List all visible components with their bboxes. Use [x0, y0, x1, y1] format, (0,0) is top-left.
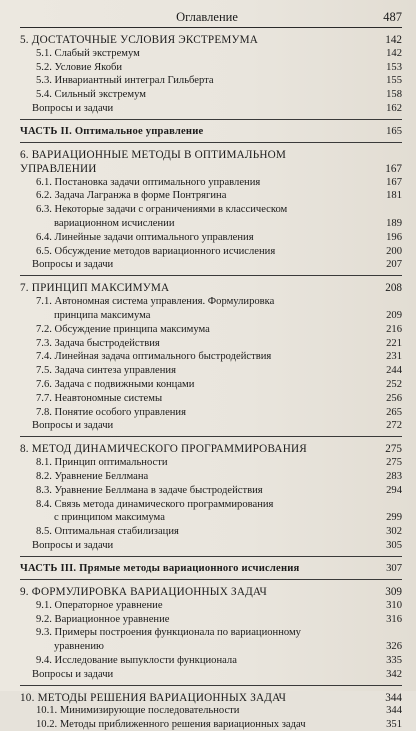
toc-entry-label: 8.3. Уравнение Беллмана в задаче быстродействия: [36, 484, 263, 496]
toc-entry-page: 294: [386, 484, 402, 496]
toc-entry-page: 231: [386, 351, 402, 363]
toc-chapter-entry: [20, 586, 402, 598]
toc-entry-label: 6.2. Задача Лагранжа в форме Понтрягина: [36, 190, 227, 202]
toc-entry-label: Вопросы и задачи: [32, 102, 114, 114]
toc-entry-label: 8.2. Уравнение Беллмана: [36, 470, 149, 482]
toc-entry-page: 189: [386, 217, 402, 229]
toc-entry-page: 165: [386, 125, 402, 137]
toc-section-entry: [20, 190, 402, 202]
toc-entry-continuation: [20, 218, 402, 230]
toc-section-entry: [20, 471, 402, 483]
page-header: [20, 0, 402, 28]
toc-chapter-entry: [20, 282, 402, 294]
section-divider: [20, 275, 402, 276]
toc-entry-page: 316: [386, 613, 402, 625]
toc-entry-label: 5.2. Условие Якоби: [36, 61, 123, 73]
toc-section-entry: [20, 627, 402, 639]
toc-entry-label: 5.4. Сильный экстремум: [36, 89, 146, 101]
toc-entry-label: 7. ПРИНЦИП МАКСИМУМА: [20, 282, 170, 295]
toc-entry-continuation: [20, 310, 402, 322]
toc-entry-label: 7.8. Понятие особого управления: [36, 406, 186, 418]
toc-part-label: [20, 563, 378, 575]
running-title: Оглавление: [176, 10, 238, 24]
toc-entry-label-cont: УПРАВЛЕНИИ: [20, 162, 97, 175]
toc-section-entry: [20, 246, 402, 258]
toc-questions-entry: [20, 420, 402, 432]
toc-section-entry: [20, 600, 402, 612]
section-divider: [20, 579, 402, 580]
section-divider: [20, 556, 402, 557]
toc-entry-label: 9.4. Исследование выпуклости функционала: [36, 654, 237, 666]
toc-entry-page: 207: [386, 259, 402, 271]
toc-entry-page: 344: [386, 705, 402, 717]
toc-section-entry: [20, 232, 402, 244]
toc-section-entry: [20, 379, 402, 391]
toc-part-number: ЧАСТЬ III.: [20, 562, 77, 574]
toc-entry-page: 351: [386, 719, 402, 731]
section-divider: [20, 119, 402, 120]
toc-entry-page: 142: [386, 47, 402, 59]
toc-entry-label: 9. ФОРМУЛИРОВКА ВАРИАЦИОННЫХ ЗАДАЧ: [20, 585, 267, 598]
toc-entry-page: 153: [386, 61, 402, 73]
toc-entry-page: 158: [386, 89, 402, 101]
toc-chapter-entry: [20, 692, 402, 704]
toc-questions-entry: [20, 540, 402, 552]
toc-entry-label: Вопросы и задачи: [32, 668, 114, 680]
section-divider: [20, 685, 402, 686]
section-divider: [20, 142, 402, 143]
toc-section-entry: [20, 89, 402, 101]
toc-questions-entry: [20, 103, 402, 115]
toc-entry-page: 275: [385, 443, 402, 456]
toc-entry-label-cont: с принципом максимума: [54, 512, 165, 524]
toc-entry-page: 310: [386, 599, 402, 611]
toc-chapter-entry: [20, 443, 402, 455]
toc-questions-entry: [20, 669, 402, 681]
toc-entry-label: 9.2. Вариационное уравнение: [36, 613, 170, 625]
table-of-contents: [20, 34, 402, 731]
toc-part-number: ЧАСТЬ II.: [20, 125, 72, 137]
toc-entry-page: 256: [386, 392, 402, 404]
toc-part-entry: [20, 563, 402, 575]
toc-section-entry: [20, 485, 402, 497]
toc-entry-label: 6.5. Обсуждение методов вариационного исчисления: [36, 245, 276, 257]
toc-entry-label: Вопросы и задачи: [32, 259, 114, 271]
toc-section-entry: [20, 393, 402, 405]
toc-entry-label: 8.4. Связь метода динамического программирования: [36, 498, 274, 510]
toc-part-label: [20, 126, 378, 138]
toc-entry-page: 342: [386, 668, 402, 680]
toc-entry-label: 10.1. Минимизирующие последовательности: [36, 705, 240, 717]
toc-section-entry: [20, 365, 402, 377]
toc-entry-page: 265: [386, 406, 402, 418]
toc-entry-page: 167: [386, 176, 402, 188]
toc-entry-label: 9.1. Операторное уравнение: [36, 599, 163, 611]
toc-section-entry: [20, 457, 402, 469]
toc-questions-entry: [20, 259, 402, 271]
toc-entry-label: 8. МЕТОД ДИНАМИЧЕСКОГО ПРОГРАММИРОВАНИЯ: [20, 443, 307, 456]
toc-entry-page: 326: [386, 641, 402, 653]
page-number: 487: [383, 10, 402, 24]
toc-entry-label: 5.1. Слабый экстремум: [36, 47, 140, 59]
toc-section-entry: [20, 351, 402, 363]
toc-entry-label: 7.6. Задача с подвижными концами: [36, 378, 195, 390]
toc-entry-page: 196: [386, 231, 402, 243]
toc-section-entry: [20, 48, 402, 60]
toc-section-entry: [20, 62, 402, 74]
toc-section-entry: [20, 338, 402, 350]
toc-section-entry: [20, 204, 402, 216]
toc-entry-page: 344: [385, 691, 402, 704]
toc-entry-page: 208: [385, 282, 402, 295]
toc-entry-label: 7.5. Задача синтеза управления: [36, 365, 176, 377]
toc-entry-page: 305: [386, 539, 402, 551]
toc-entry-label: 5. ДОСТАТОЧНЫЕ УСЛОВИЯ ЭКСТРЕМУМА: [20, 34, 259, 46]
toc-entry-label: 7.2. Обсуждение принципа максимума: [36, 323, 210, 335]
toc-entry-page: 244: [386, 365, 402, 377]
toc-entry-label: 7.7. Неавтономные системы: [36, 392, 163, 404]
toc-part-entry: [20, 126, 402, 138]
toc-section-entry: [20, 324, 402, 336]
toc-entry-label: 6.3. Некоторые задачи с ограничениями в классическом: [36, 204, 288, 216]
toc-entry-page: 167: [385, 162, 402, 175]
toc-entry-label: Вопросы и задачи: [32, 539, 114, 551]
toc-entry-page: 216: [386, 323, 402, 335]
toc-entry-page: 302: [386, 526, 402, 538]
toc-section-entry: [20, 75, 402, 87]
toc-entry-page: 309: [385, 585, 402, 598]
toc-part-title: Оптимальное управление: [74, 125, 204, 137]
toc-entry-label: 6. ВАРИАЦИОННЫЕ МЕТОДЫ В ОПТИМАЛЬНОМ: [20, 148, 287, 161]
toc-entry-page: 335: [386, 654, 402, 666]
toc-section-entry: [20, 296, 402, 308]
toc-entry-page: 307: [386, 562, 402, 574]
toc-entry-continuation: [20, 163, 402, 175]
toc-entry-label-cont: уравнению: [54, 641, 104, 653]
toc-entry-label: 10.2. Методы приближенного решения вариационных задач: [36, 719, 306, 731]
toc-section-entry: [20, 526, 402, 538]
toc-entry-page: 162: [386, 102, 402, 114]
toc-entry-continuation: [20, 641, 402, 653]
toc-chapter-entry: [20, 149, 402, 161]
toc-entry-page: 283: [386, 470, 402, 482]
toc-entry-page: 200: [386, 245, 402, 257]
toc-entry-page: 299: [386, 512, 402, 524]
toc-entry-page: 155: [386, 75, 402, 87]
toc-entry-label-cont: принципа максимума: [54, 309, 151, 321]
section-divider: [20, 436, 402, 437]
toc-entry-page: 272: [386, 420, 402, 432]
toc-entry-label: 7.1. Автономная система управления. Формулировка: [36, 296, 275, 308]
toc-entry-label: 5.3. Инвариантный интеграл Гильберта: [36, 75, 214, 87]
toc-entry-page: 275: [386, 457, 402, 469]
toc-entry-label: 7.4. Линейная задача оптимального быстродействия: [36, 351, 272, 363]
toc-section-entry: [20, 499, 402, 511]
toc-section-entry: [20, 177, 402, 189]
toc-entry-label: 8.1. Принцип оптимальности: [36, 457, 168, 469]
toc-section-entry: [20, 407, 402, 419]
toc-entry-label: Вопросы и задачи: [32, 420, 114, 432]
toc-section-entry: [20, 614, 402, 626]
toc-chapter-entry: [20, 34, 402, 46]
toc-entry-continuation: [20, 512, 402, 524]
toc-entry-label: 7.3. Задача быстродействия: [36, 337, 160, 349]
toc-entry-label: 9.3. Примеры построения функционала по вариационному: [36, 627, 301, 639]
toc-entry-label: 6.1. Постановка задачи оптимального управления: [36, 176, 261, 188]
toc-entry-label: 6.4. Линейные задачи оптимального управления: [36, 231, 254, 243]
toc-part-title: Прямые методы вариационного исчисления: [79, 562, 300, 574]
toc-entry-page: 209: [386, 309, 402, 321]
toc-entry-page: 181: [386, 190, 402, 202]
toc-entry-label: 10. МЕТОДЫ РЕШЕНИЯ ВАРИАЦИОННЫХ ЗАДАЧ: [20, 691, 287, 704]
toc-entry-label-cont: вариационном исчислении: [54, 217, 175, 229]
toc-entry-page: 142: [385, 34, 402, 46]
toc-entry-page: 221: [386, 337, 402, 349]
toc-section-entry: [20, 705, 402, 717]
toc-section-entry: [20, 719, 402, 731]
toc-section-entry: [20, 655, 402, 667]
toc-entry-label: 8.5. Оптимальная стабилизация: [36, 526, 179, 538]
toc-entry-page: 252: [386, 378, 402, 390]
